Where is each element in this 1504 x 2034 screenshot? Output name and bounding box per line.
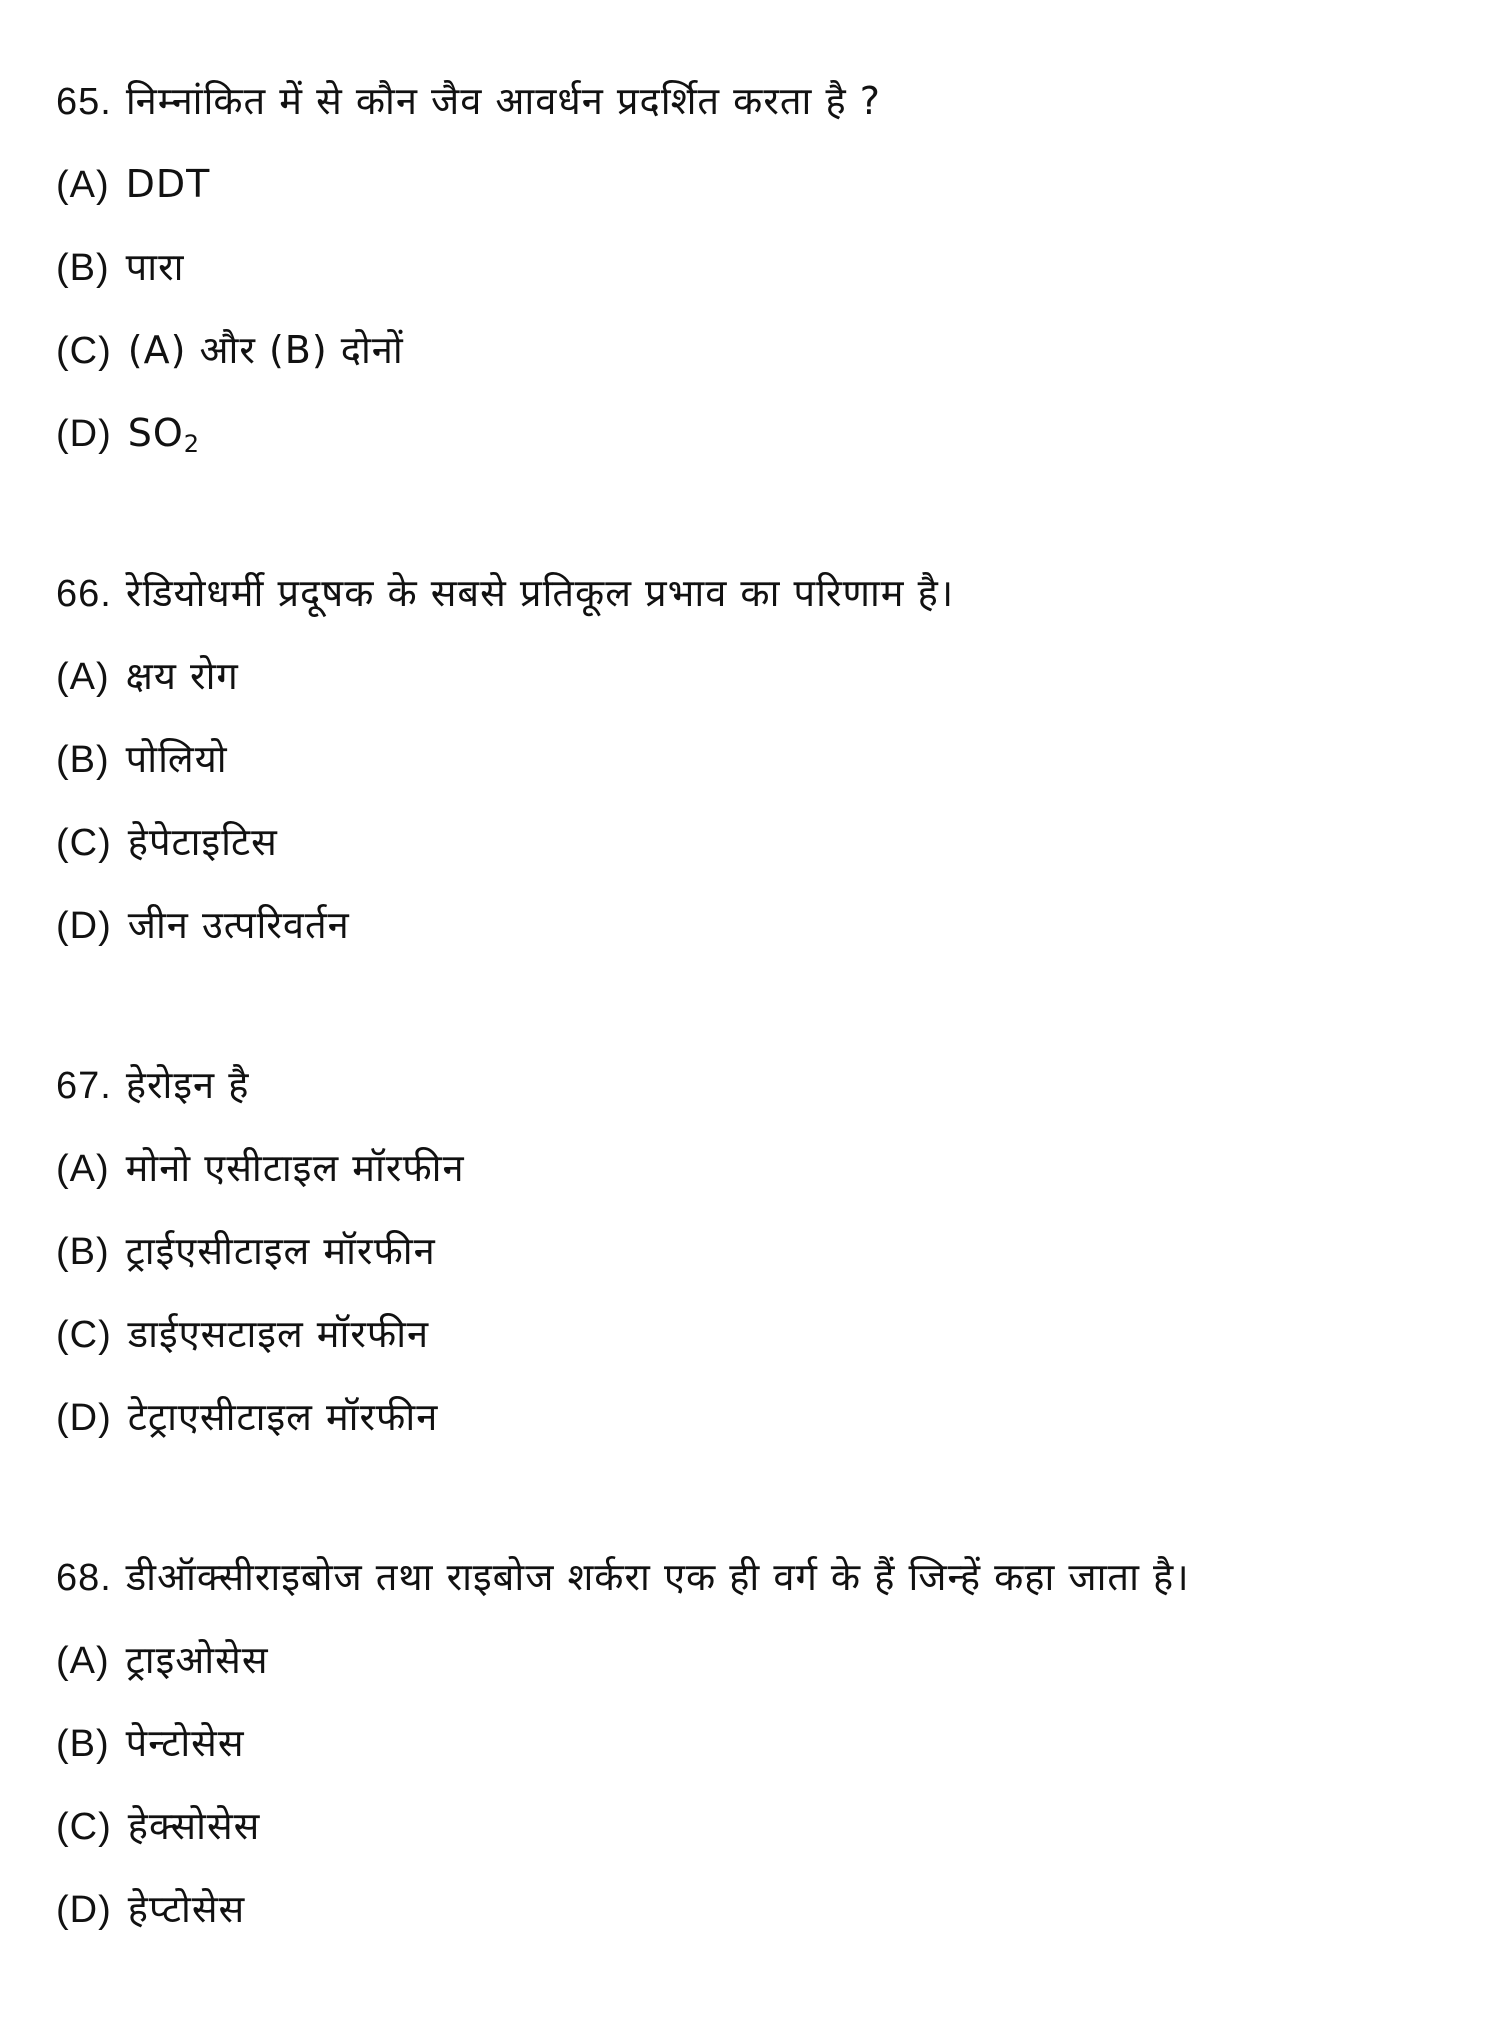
question-text: डीऑक्सीराइबोज तथा राइबोज शर्करा एक ही वर्ग के हैं जिन्हें कहा जाता है। (125, 1555, 1190, 1599)
question-number: 65. (56, 81, 112, 123)
subscript: 2 (183, 430, 201, 458)
option-label: (A) (56, 1640, 110, 1682)
option-text: ट्राइओसेस (125, 1638, 269, 1682)
option-label: (B) (56, 1723, 110, 1765)
option-text: पोलियो (125, 737, 228, 781)
question-stem (56, 76, 881, 127)
option-b (56, 1226, 465, 1277)
option-d (56, 1392, 465, 1443)
option-label: (A) (56, 1148, 110, 1190)
option-text: जीन उत्परिवर्तन (127, 903, 350, 947)
option-d (56, 408, 881, 469)
option-text: हेप्टोसेस (127, 1887, 246, 1931)
option-text: (A) और (B) दोनों (127, 328, 404, 372)
option-label: (B) (56, 739, 110, 781)
option-b (56, 734, 954, 785)
option-a (56, 159, 881, 210)
question-number: 66. (56, 573, 112, 615)
option-d (56, 900, 954, 951)
question-stem (56, 1060, 465, 1111)
question-text: हेरोइन है (125, 1063, 250, 1107)
option-label: (C) (56, 330, 112, 372)
question-text: रेडियोधर्मी प्रदूषक के सबसे प्रतिकूल प्रभाव का परिणाम है। (125, 571, 955, 615)
option-label: (A) (56, 656, 110, 698)
option-text: DDT (125, 162, 211, 206)
option-label: (C) (56, 1806, 112, 1848)
question-number: 67. (56, 1065, 112, 1107)
option-label: (A) (56, 164, 110, 206)
option-label: (D) (56, 905, 112, 947)
option-label: (D) (56, 1397, 112, 1439)
option-label: (D) (56, 413, 112, 455)
option-a (56, 1143, 465, 1194)
option-text: पारा (125, 245, 185, 289)
option-a (56, 651, 954, 702)
question-66 (56, 568, 954, 951)
question-68 (56, 1552, 1190, 1935)
option-label: (C) (56, 822, 112, 864)
option-text: टेट्राएसीटाइल मॉरफीन (127, 1395, 439, 1439)
option-text: हेपेटाइटिस (127, 820, 278, 864)
option-label: (D) (56, 1889, 112, 1931)
option-c (56, 1309, 465, 1360)
option-d (56, 1884, 1190, 1935)
option-text: क्षय रोग (125, 654, 239, 698)
question-67 (56, 1060, 465, 1443)
option-b (56, 242, 881, 293)
question-number: 68. (56, 1557, 112, 1599)
question-stem (56, 568, 954, 619)
option-text: डाईएसटाइल मॉरफीन (127, 1312, 430, 1356)
option-label: (B) (56, 1231, 110, 1273)
option-text: SO (127, 411, 184, 455)
option-c (56, 817, 954, 868)
option-text: हेक्सोसेस (127, 1804, 261, 1848)
option-text: पेन्टोसेस (125, 1721, 245, 1765)
option-a (56, 1635, 1190, 1686)
question-text: निम्नांकित में से कौन जैव आवर्धन प्रदर्शित करता है ? (125, 79, 881, 123)
option-label: (B) (56, 247, 110, 289)
option-text: ट्राईएसीटाइल मॉरफीन (125, 1229, 436, 1273)
option-b (56, 1718, 1190, 1769)
option-label: (C) (56, 1314, 112, 1356)
question-65 (56, 76, 881, 469)
option-c (56, 325, 881, 376)
question-stem (56, 1552, 1190, 1603)
option-text: मोनो एसीटाइल मॉरफीन (125, 1146, 465, 1190)
option-c (56, 1801, 1190, 1852)
